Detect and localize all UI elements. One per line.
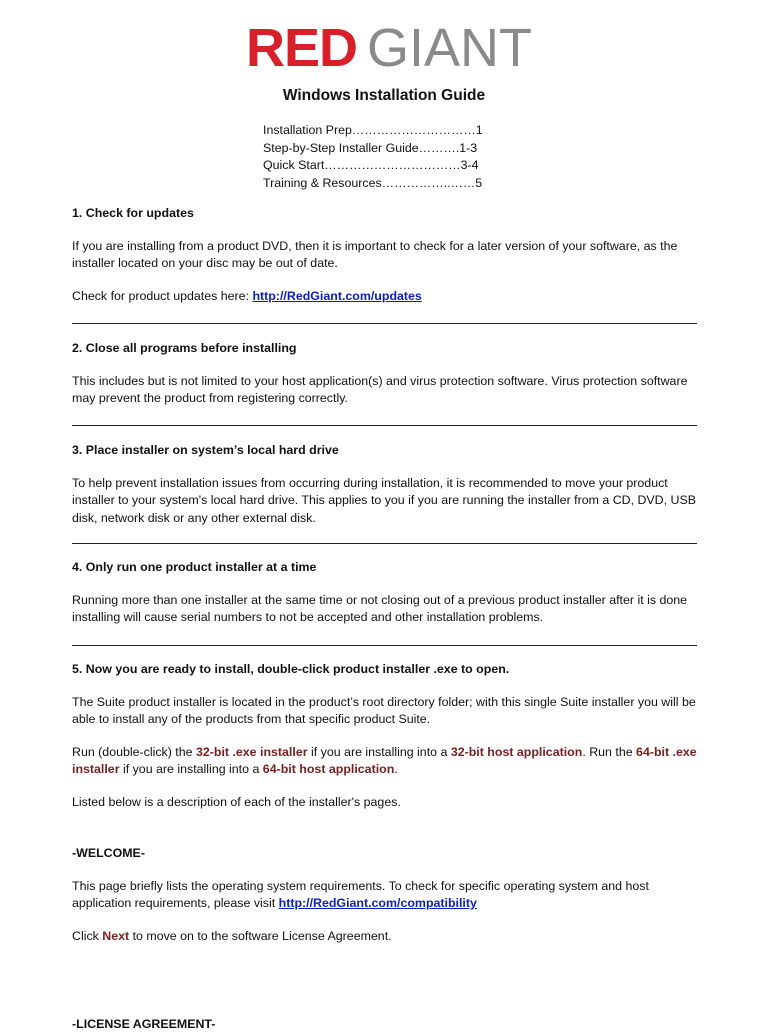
section-body: Running more than one installer at the same time or not closing out of a previous product installer after it is done installing will cause serial numbers to not be accepted and other installation problems. (72, 592, 688, 624)
section-heading: 2. Close all programs before installing (72, 341, 297, 355)
run-text: if you are installing into a (119, 762, 263, 776)
click-text: to move on to the software License Agreement. (129, 928, 392, 943)
32bit-host-label: 32-bit host application (450, 744, 583, 759)
listed-below-text: Listed below is a description of each of the installer's pages. (72, 794, 401, 809)
32bit-installer-label: 32-bit .exe installer (195, 744, 308, 759)
section-heading: 3. Place installer on system’s local hard drive (72, 443, 339, 457)
section-ready-to-install (72, 661, 702, 811)
section-body: This includes but is not limited to your host application(s) and virus protection software. Virus protection software may prevent the product from registering correctly. (72, 373, 688, 405)
updates-prefix: Check for product updates here: (72, 288, 253, 303)
compatibility-link[interactable]: http://RedGiant.com/compatibility (278, 896, 477, 910)
divider (72, 323, 697, 324)
section-welcome (72, 845, 702, 945)
section-check-updates (72, 205, 702, 305)
updates-line (72, 288, 702, 306)
section-heading: 5. Now you are ready to install, double-click product installer .exe to open. (72, 662, 510, 676)
section-license (72, 1016, 702, 1034)
toc-item[interactable]: Training & Resources……………..……5 (263, 175, 483, 190)
welcome-text: This page briefly lists the operating system requirements. To check for specific operating system and host application requirements, please visit (72, 878, 649, 910)
64bit-installer-label: 64-bit .exe installer (72, 744, 697, 776)
toc-item[interactable]: Installation Prep…………………………1 (263, 123, 483, 137)
click-next-line (72, 928, 702, 946)
table-of-contents (263, 122, 483, 192)
section-body: If you are installing from a product DVD, then it is important to check for a later version of your software, as the installer located on your disc may be out of date. (72, 238, 678, 270)
red-giant-logo (246, 18, 533, 78)
run-instructions (72, 744, 702, 779)
next-label: Next (102, 928, 130, 943)
divider (72, 543, 697, 544)
divider (72, 645, 697, 646)
section-heading: 4. Only run one product installer at a time (72, 560, 317, 574)
run-text: . (394, 762, 398, 776)
logo-red-text: RED (246, 18, 358, 78)
document-title: Windows Installation Guide (282, 87, 486, 104)
run-text: . Run the (582, 744, 637, 759)
section-one-installer (72, 559, 702, 627)
toc-item[interactable]: Quick Start……………………………3-4 (263, 158, 479, 172)
click-text: Click (72, 928, 103, 943)
welcome-heading: -WELCOME- (72, 846, 145, 860)
welcome-body (72, 878, 702, 913)
toc-item[interactable]: Step-by-Step Installer Guide……….1-3 (263, 140, 478, 155)
updates-link[interactable]: http://RedGiant.com/updates (252, 288, 422, 303)
divider (72, 425, 697, 426)
section-body: To help prevent installation issues from occurring during installation, it is recommended to move your product installer to your system's local hard drive. This applies to you if you are running the installer from a CD, DVD, USB disk, network disk or any other external disk. (72, 475, 696, 525)
run-text: if you are installing into a (307, 744, 451, 759)
section-close-programs (72, 340, 702, 408)
run-text: Run (double-click) the (72, 744, 196, 759)
64bit-host-label: 64-bit host application (262, 762, 395, 776)
license-heading: -LICENSE AGREEMENT- (72, 1017, 216, 1031)
section-body: The Suite product installer is located in the product’s root directory folder; with this single Suite installer you will be able to install any of the products from that specific product Suite. (72, 694, 696, 726)
logo-giant-text: GIANT (367, 18, 533, 78)
section-local-drive (72, 442, 702, 527)
section-heading: 1. Check for updates (72, 206, 194, 220)
